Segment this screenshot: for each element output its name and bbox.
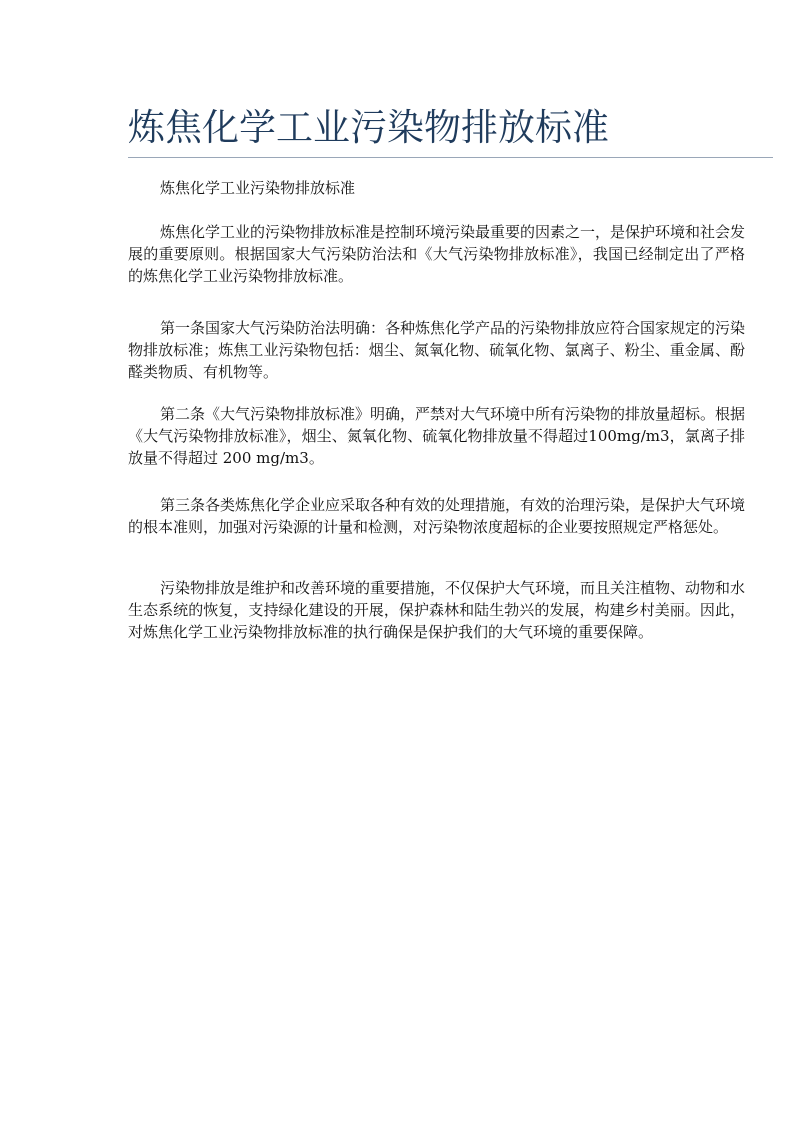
paragraph-conclusion: 污染物排放是维护和改善环境的重要措施，不仅保护大气环境，而且关注植物、动物和水生态系统的恢复，支持绿化建设的开展，保护森林和陆生勃兴的发展，构建乡村美丽。因此，对炼焦化学工业污染物排放标准的执行确保是保护我们的大气环境的重要保障。 — [128, 579, 746, 641]
title-divider — [128, 157, 773, 158]
paragraph-article-3: 第三条各类炼焦化学企业应采取各种有效的处理措施，有效的治理污染，是保护大气环境的根本准则，加强对污染源的计量和检测，对污染物浓度超标的企业要按照规定严格惩处。 — [128, 496, 746, 536]
paragraph-article-1: 第一条国家大气污染防治法明确：各种炼焦化学产品的污染物排放应符合国家规定的污染物排放标准；炼焦工业污染物包括：烟尘、氮氧化物、硫氧化物、氯离子、粉尘、重金属、酚醛类物质、有机物等。 — [128, 319, 746, 381]
document-subtitle: 炼焦化学工业污染物排放标准 — [160, 179, 356, 197]
paragraph-intro: 炼焦化学工业的污染物排放标准是控制环境污染最重要的因素之一，是保护环境和社会发展的重要原则。根据国家大气污染防治法和《大气污染物排放标准》，我国已经制定出了严格的炼焦化学工业污染物排放标准。 — [128, 223, 746, 285]
paragraph-article-2: 第二条《大气污染物排放标准》明确，严禁对大气环境中所有污染物的排放量超标。根据《大气污染物排放标准》，烟尘、氮氧化物、硫氧化物排放量不得超过100mg/m3，氯离子排放量不得超过 200 mg/m3。 — [128, 405, 746, 467]
document-title: 炼焦化学工业污染物排放标准 — [128, 106, 609, 149]
